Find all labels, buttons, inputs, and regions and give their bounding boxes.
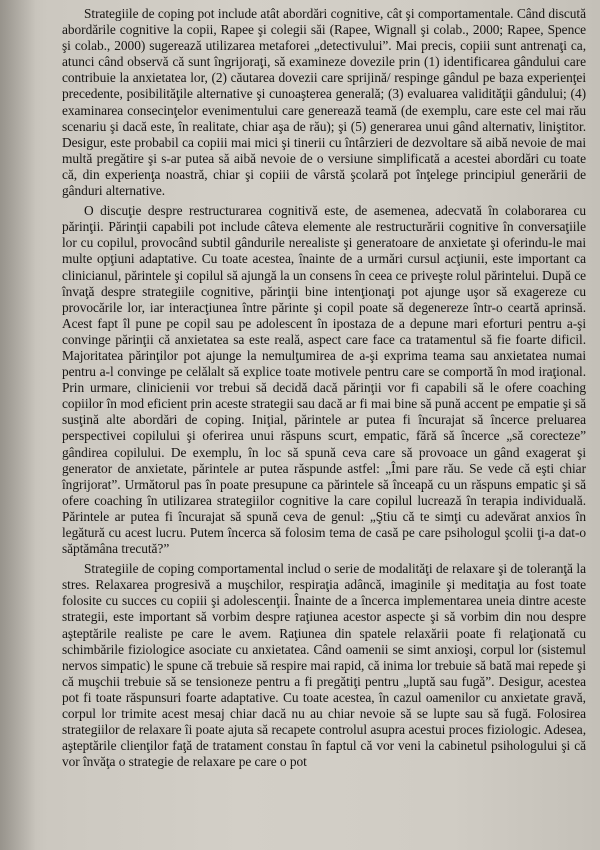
body-text [62,6,586,770]
paragraph-behavioral-coping: Strategiile de coping comportamental includ o serie de modalităţi de relaxare şi de toleranţă la stres. Relaxarea progresivă a muşchilor, respiraţia adâncă, imaginile şi meditaţia au fost toate folosite cu succes cu copiii şi adolescenţii. Înainte de a încerca implementarea uneia dintre aceste strategii, este important să vorbim despre raţiunea acestor aspecte şi să vorbim din nou despre aşteptările realiste pe care le avem. Raţiunea din spatele relaxării poate fi relaţionată cu schimbările fiziologice asociate cu anxietatea. Când oamenii se simt anxioşi, corpul lor (sistemul nervos simpatic) le spune că trebuie să respire mai rapid, că inima lor trebuie să bată mai repede şi că muşchii trebuie să se tensioneze pentru a fi pregătiţi pentru „luptă sau fugă”. Desigur, acestea pot fi toate răspunsuri foarte adaptative. Cu toate acestea, în cazul oamenilor cu anxietate gravă, corpul lor trimite acest mesaj chiar dacă nu au chiar nevoie să se lupte sau să fugă. Folosirea strategiilor de relaxare îi poate ajuta să recapete controlul asupra acestui proces fiziologic. Adesea, aşteptările clienţilor faţă de tratament constau în faptul că vor veni la cabinetul psihologului şi că vor învăţa o strategie de relaxare pe care o pot [62,561,586,770]
paragraph-cognitive-coping: Strategiile de coping pot include atât abordări cognitive, cât şi comportamentale. Când discută abordările cognitive la copii, Rapee şi colegii săi (Rapee, Wignall şi colab., 2000; Rapee, Spence şi colab., 2000) sugerează utilizarea metaforei „detectivului”. Mai precis, copiii sunt antrenaţi ca, atunci când observă că sunt îngrijoraţi, să examineze dovezile prin (1) identificarea gândului care contribuie la anxietatea lor, (2) căutarea dovezii care sprijină/ respinge gândul pe baza experienţei precedente, posibilităţile alternative şi cunoaşterea generală; (3) evaluarea validităţii gândului; (4) examinarea consecinţelor evenimentului care generează teamă (de exemplu, care este cel mai rău scenariu şi dacă este, în realitate, chiar aşa de rău); şi (5) generarea unui gând alternativ, liniştitor. Desigur, este probabil ca copiii mai mici şi tinerii cu întârzieri de dezvoltare să aibă nevoie de mai multă pregătire şi s-ar putea să aibă nevoie de o versiune simplificată a acestei abordări cu toate că, din experienţa noastră, chiar şi copiii de vârstă şcolară pot înţelege principiul generării de gânduri alternative. [62,6,586,199]
paragraph-cognitive-restructuring-parents: O discuţie despre restructurarea cognitivă este, de asemenea, adecvată în colaborarea cu părinţii. Părinţii capabili pot include câteva elemente ale restructurării cognitive în conversaţiile lor cu copilul, provocând subtil gândurile nerealiste şi generatoare de anxietate şi oferindu-le mai multe opţiuni adaptative. Cu toate acestea, înainte de a urmări cursul acţiunii, este important ca clinicianul, părintele şi copilul să ajungă la un consens în ceea ce priveşte rolul părintelui. După ce învaţă despre strategiile cognitive, părinţii bine intenţionaţi pot ajunge uşor să exagereze cu provocările lor, iar interacţiunea între părinte şi copil poate să degenereze într-o ceartă aprinsă. Acest fapt îl pune pe copil sau pe adolescent în ipostaza de a depune mari eforturi pentru a-şi convinge părinţii că anxietatea sa este reală, aspect care face ca tratamentul să fie foarte dificil. Majoritatea părinţilor pot ajunge la nemulţumirea de a-şi exprima teama sau anxietatea numai pentru a-l convinge pe celălalt să explice toate motivele pentru care se comportă în mod iraţional. Prin urmare, clinicienii vor trebui să decidă dacă părinţii vor fi capabili să le ofere coaching copiilor în mod eficient prin aceste strategii sau dacă ar fi mai bine să pună accent pe empatie şi să susţină alte abordări de coping. Iniţial, părintele ar putea fi încurajat să încerce preluarea perspectivei copilului şi oferirea unui răspuns scurt, empatic, fără să încerce „să corecteze” gândirea copilului. De exemplu, în loc să spună ceva care să provoace un gând exagerat şi generator de anxietate, părintele ar putea răspunde astfel: „Îmi pare rău. Se vede că eşti chiar îngrijorat”. Următorul pas în poate presupune ca părintele să înceapă cu un răspuns empatic şi să ofere coaching în utilizarea strategiilor cognitive la care copilul lucrează în terapia individuală. Părintele ar putea fi încurajat să spună ceva de genul: „Ştiu că te simţi cu adevărat anxios în legătură cu acest lucru. Putem încerca să folosim tema de casă pe care psihologul şcolii ţi-a dat-o săptămâna trecută?” [62,203,586,557]
